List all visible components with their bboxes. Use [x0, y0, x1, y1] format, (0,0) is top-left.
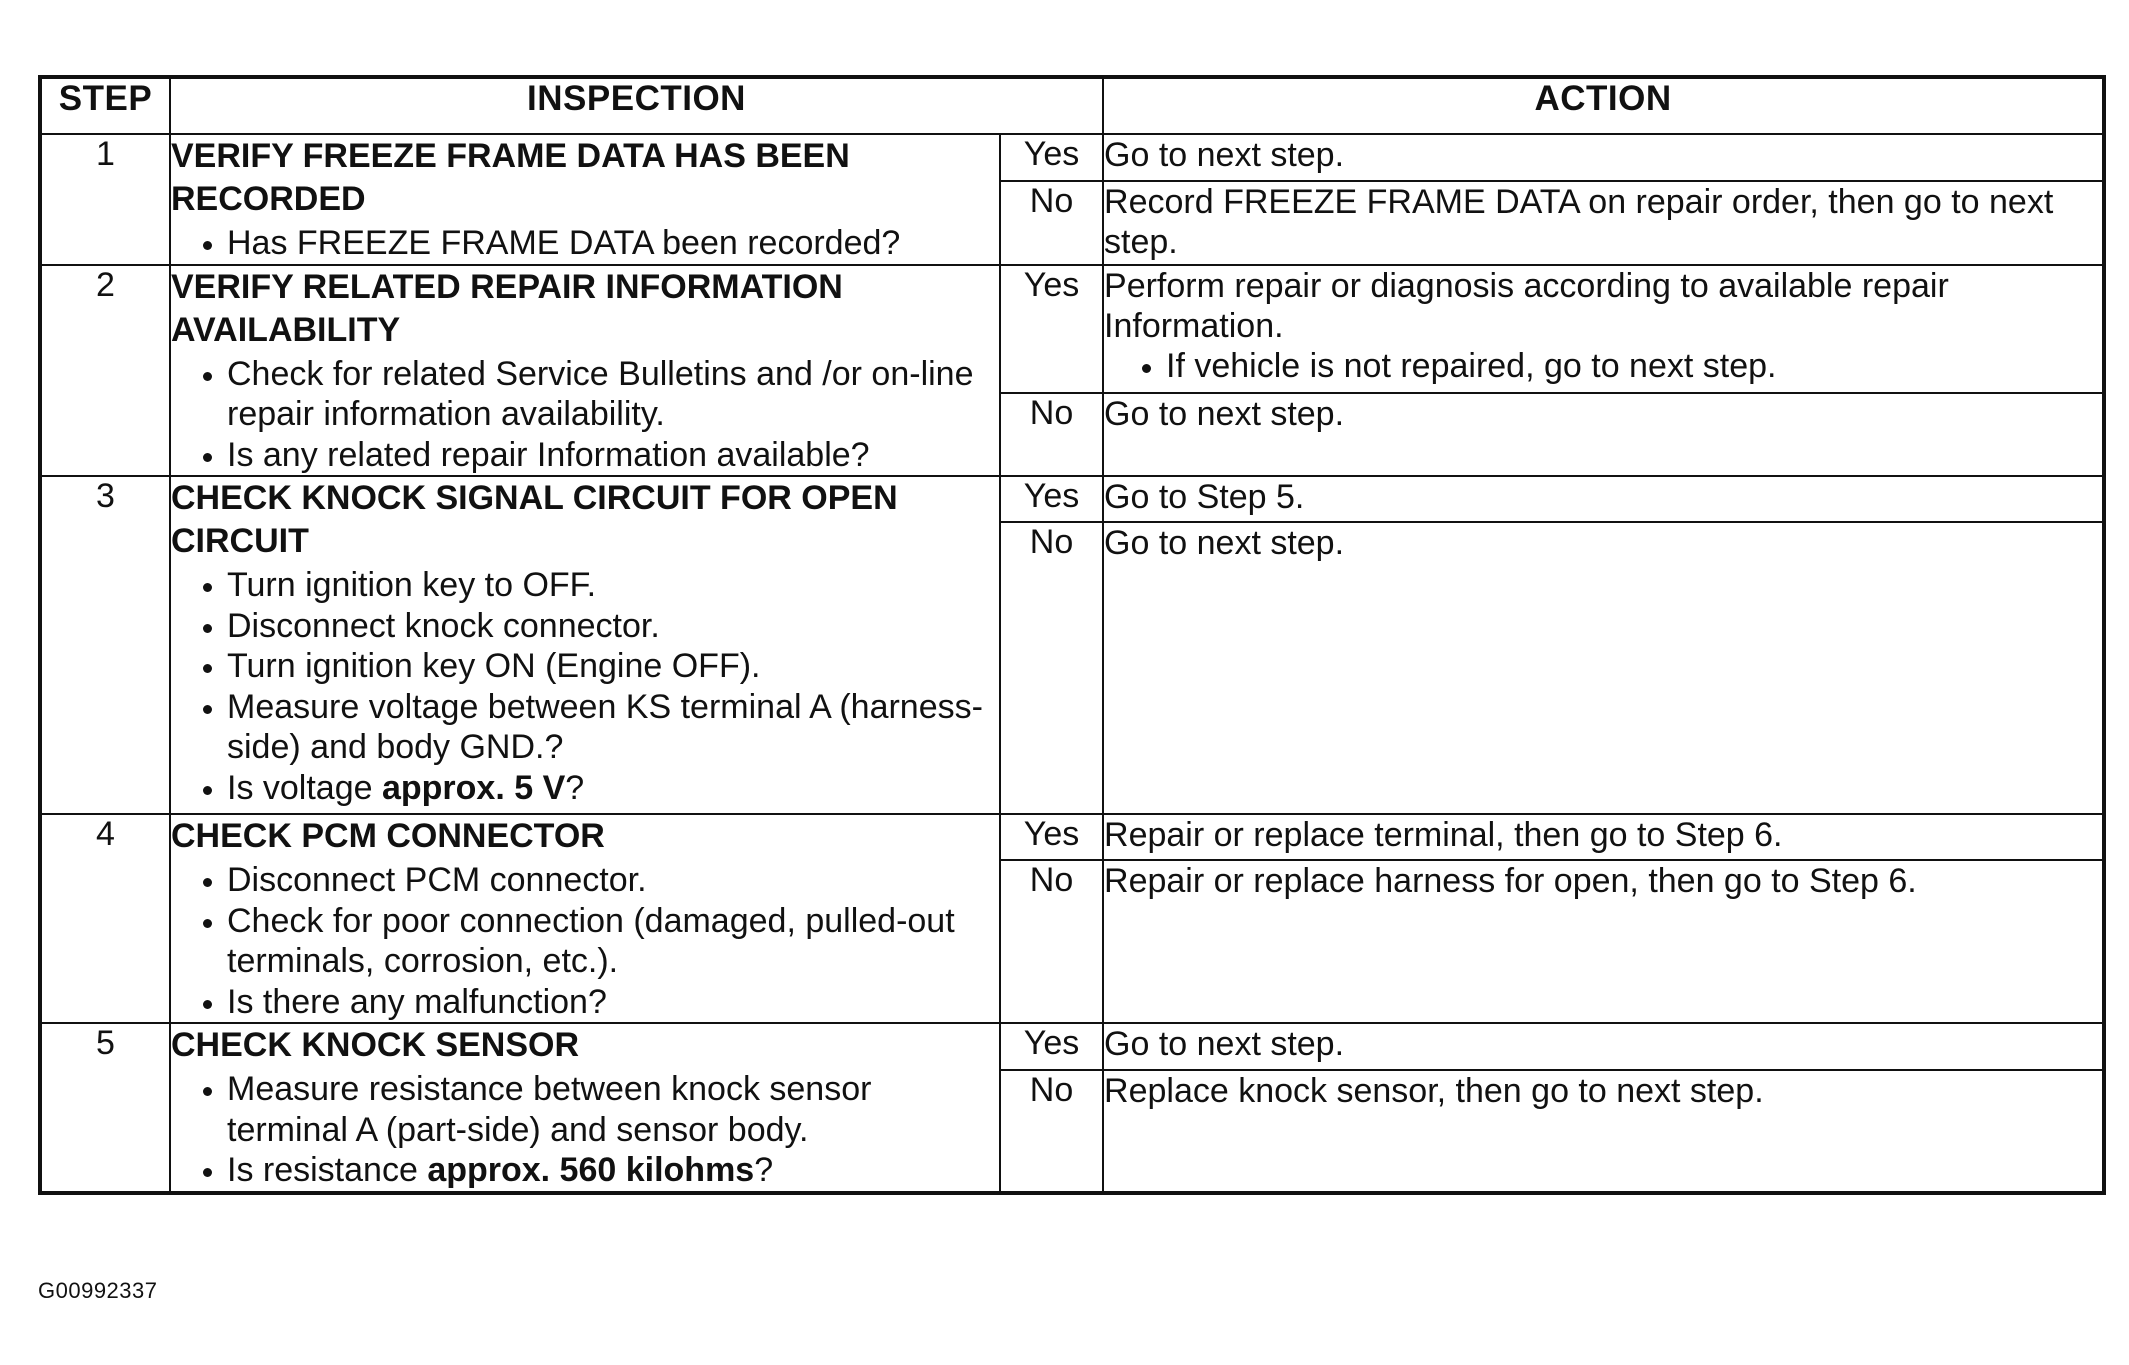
no-label: No: [1000, 522, 1103, 814]
inspection-title: CHECK KNOCK SENSOR: [171, 1026, 580, 1064]
yes-label: Yes: [1000, 1023, 1103, 1070]
step-header: STEP: [40, 77, 170, 134]
bullet-item: • Is any related repair Information available?: [227, 435, 999, 476]
bullet-text: Is resistance: [227, 1151, 428, 1189]
yes-label: Yes: [1000, 814, 1103, 860]
inspection-cell: [170, 1023, 1000, 1193]
inspection-title: VERIFY RELATED REPAIR INFORMATION AVAILABILITY: [171, 267, 843, 349]
bullet-item: • Is there any malfunction?: [227, 982, 999, 1023]
yes-action: Perform repair or diagnosis according to available repair Information.: [1104, 266, 1949, 345]
bullet-text: Is voltage: [227, 768, 382, 807]
no-label: No: [1000, 1070, 1103, 1192]
step-number: 2: [40, 265, 170, 477]
yes-action-cell: [1103, 265, 2104, 394]
inspection-cell: [170, 814, 1000, 1023]
yes-label: Yes: [1000, 476, 1103, 522]
inspection-title: CHECK PCM CONNECTOR: [171, 817, 605, 855]
step-number: 1: [40, 134, 170, 265]
action-header: ACTION: [1103, 77, 2104, 134]
inspection-title: VERIFY FREEZE FRAME DATA HAS BEEN RECORDED: [171, 137, 850, 218]
no-action: Repair or replace harness for open, then go to Step 6.: [1103, 860, 2104, 1023]
inspection-cell: [170, 265, 1000, 477]
step-number: 5: [40, 1023, 170, 1193]
no-action: Record FREEZE FRAME DATA on repair order, then go to next step.: [1103, 181, 2104, 265]
inspection-cell: [170, 476, 1000, 814]
bullet-text: ?: [565, 768, 585, 807]
action-bullets: [1104, 346, 2102, 386]
step-number: 4: [40, 814, 170, 1023]
header-row: [40, 77, 2104, 134]
bullet-emphasis: approx. 560 kilohms: [427, 1151, 755, 1189]
inspection-bullets: [171, 860, 999, 1022]
bullet-text: ?: [754, 1151, 774, 1189]
inspection-title: CHECK KNOCK SIGNAL CIRCUIT FOR OPEN CIRCUIT: [171, 479, 898, 560]
no-label: No: [1000, 181, 1103, 265]
action-bullet: • If vehicle is not repaired, go to next step.: [1166, 346, 2102, 386]
bullet-item-question: [227, 768, 999, 809]
step-4-yes-row: [40, 814, 2104, 860]
no-action: Replace knock sensor, then go to next step.: [1103, 1070, 2104, 1192]
no-action: Go to next step.: [1103, 393, 2104, 476]
no-label: No: [1000, 393, 1103, 476]
bullet-item: • Check for poor connection (damaged, pulled-out terminals, corrosion, etc.).: [227, 901, 999, 982]
bullet-item: • Turn ignition key ON (Engine OFF).: [227, 646, 999, 687]
inspection-bullets: [171, 354, 999, 476]
step-1-yes-row: [40, 134, 2104, 181]
step-3-yes-row: [40, 476, 2104, 522]
step-5-yes-row: [40, 1023, 2104, 1070]
diagnostic-table: [38, 75, 2106, 1195]
figure-code: G00992337: [38, 1278, 158, 1303]
inspection-bullets: [171, 1069, 999, 1191]
bullet-item: • Measure voltage between KS terminal A (harness-side) and body GND.?: [227, 687, 999, 768]
yes-label: Yes: [1000, 134, 1103, 181]
bullet-item: • Measure resistance between knock sensor terminal A (part-side) and sensor body.: [227, 1069, 999, 1150]
yes-action: Go to Step 5.: [1103, 476, 2104, 522]
bullet-item: • Turn ignition key to OFF.: [227, 565, 999, 606]
bullet-item: • Has FREEZE FRAME DATA been recorded?: [227, 223, 999, 264]
inspection-bullets: [171, 565, 999, 808]
no-label: No: [1000, 860, 1103, 1023]
bullet-item-question: [227, 1150, 999, 1191]
step-2-yes-row: [40, 265, 2104, 394]
step-number: 3: [40, 476, 170, 814]
inspection-header: INSPECTION: [170, 77, 1103, 134]
bullet-item: • Check for related Service Bulletins and /or on-line repair information availability.: [227, 354, 999, 435]
yes-action: Go to next step.: [1103, 1023, 2104, 1070]
inspection-bullets: [171, 223, 999, 264]
no-action: Go to next step.: [1103, 522, 2104, 814]
bullet-item: • Disconnect knock connector.: [227, 606, 999, 647]
yes-action: Go to next step.: [1103, 134, 2104, 181]
yes-label: Yes: [1000, 265, 1103, 394]
bullet-emphasis: approx. 5 V: [381, 768, 566, 807]
yes-action: Repair or replace terminal, then go to Step 6.: [1103, 814, 2104, 860]
inspection-cell: [170, 134, 1000, 265]
bullet-item: • Disconnect PCM connector.: [227, 860, 999, 901]
